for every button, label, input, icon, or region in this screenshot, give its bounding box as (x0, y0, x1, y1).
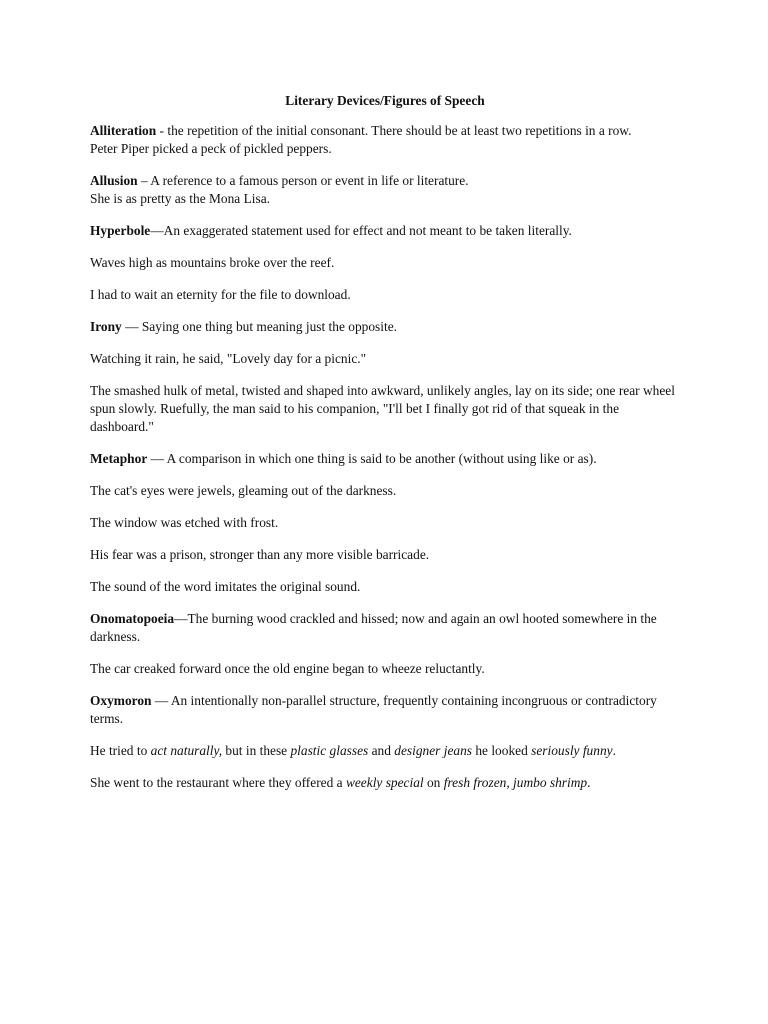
oxymoron-ex1-italic-4: seriously funny (531, 743, 613, 758)
oxymoron-ex1-italic-1: act naturally, (150, 743, 223, 758)
hyperbole-example-2: I had to wait an eternity for the file to download. (90, 287, 351, 302)
oxymoron-term: Oxymoron (90, 693, 152, 708)
allusion-example: She is as pretty as the Mona Lisa. (90, 191, 270, 206)
oxymoron-ex2-text-1: She went to the restaurant where they offered a (90, 775, 346, 790)
metaphor-term: Metaphor (90, 451, 148, 466)
onomatopoeia-example-1: The car creaked forward once the old engine began to wheeze reluctantly. (90, 661, 485, 676)
onomatopoeia-definition (90, 610, 680, 646)
allusion-term: Allusion (90, 173, 138, 188)
document-body (90, 92, 680, 792)
allusion-definition (90, 172, 680, 190)
alliteration-definition (90, 122, 680, 140)
irony-example-1: Watching it rain, he said, "Lovely day for a picnic." (90, 351, 367, 366)
irony-term: Irony (90, 319, 122, 334)
oxymoron-ex1-text-5: . (612, 743, 616, 758)
alliteration-term: Alliteration (90, 123, 157, 138)
oxymoron-ex2-italic-2: fresh frozen, jumbo shrimp (443, 775, 588, 790)
hyperbole-definition-text: —An exaggerated statement used for effect and not meant to be taken literally. (150, 223, 572, 238)
page-title: Literary Devices/Figures of Speech (285, 93, 485, 108)
oxymoron-ex2-italic-1: weekly special (345, 775, 424, 790)
metaphor-definition-text: — A comparison in which one thing is said to be another (without using like or as). (147, 451, 597, 466)
irony-definition-text: — Saying one thing but meaning just the opposite. (121, 319, 397, 334)
irony-example-2: The smashed hulk of metal, twisted and shaped into awkward, unlikely angles, lay on its side; one rear wheel spun slowly. Ruefully, the man said to his companion, "I'll bet I finally got rid of that squeak in the dashboard." (90, 383, 675, 434)
onomatopoeia-term: Onomatopoeia (90, 611, 175, 626)
metaphor-example-4: The sound of the word imitates the original sound. (90, 579, 361, 594)
oxymoron-ex1-italic-2: plastic glasses (290, 743, 369, 758)
oxymoron-ex1-text-2: but in these (222, 743, 291, 758)
oxymoron-ex2-text-3: . (587, 775, 591, 790)
oxymoron-ex1-text-1: He tried to (90, 743, 151, 758)
oxymoron-example-2 (90, 774, 680, 792)
oxymoron-ex1-italic-3: designer jeans (394, 743, 472, 758)
oxymoron-ex1-text-4: he looked (472, 743, 532, 758)
alliteration-definition-text: - the repetition of the initial consonant. There should be at least two repetitions in a row. (156, 123, 632, 138)
metaphor-definition (90, 450, 680, 468)
hyperbole-example-1: Waves high as mountains broke over the reef. (90, 255, 335, 270)
oxymoron-definition-text: — An intentionally non-parallel structure, frequently containing incongruous or contradictory terms. (90, 693, 657, 726)
oxymoron-example-1 (90, 742, 680, 760)
metaphor-example-1: The cat's eyes were jewels, gleaming out of the darkness. (90, 483, 397, 498)
metaphor-example-2: The window was etched with frost. (90, 515, 279, 530)
alliteration-example: Peter Piper picked a peck of pickled peppers. (90, 141, 332, 156)
allusion-definition-text: – A reference to a famous person or event in life or literature. (137, 173, 469, 188)
onomatopoeia-definition-text: —The burning wood crackled and hissed; now and again an owl hooted somewhere in the darkness. (90, 611, 657, 644)
hyperbole-term: Hyperbole (90, 223, 151, 238)
oxymoron-ex2-text-2: on (423, 775, 444, 790)
oxymoron-ex1-text-3: and (368, 743, 395, 758)
irony-definition (90, 318, 680, 336)
metaphor-example-3: His fear was a prison, stronger than any more visible barricade. (90, 547, 430, 562)
hyperbole-definition (90, 222, 680, 240)
oxymoron-definition (90, 692, 680, 728)
